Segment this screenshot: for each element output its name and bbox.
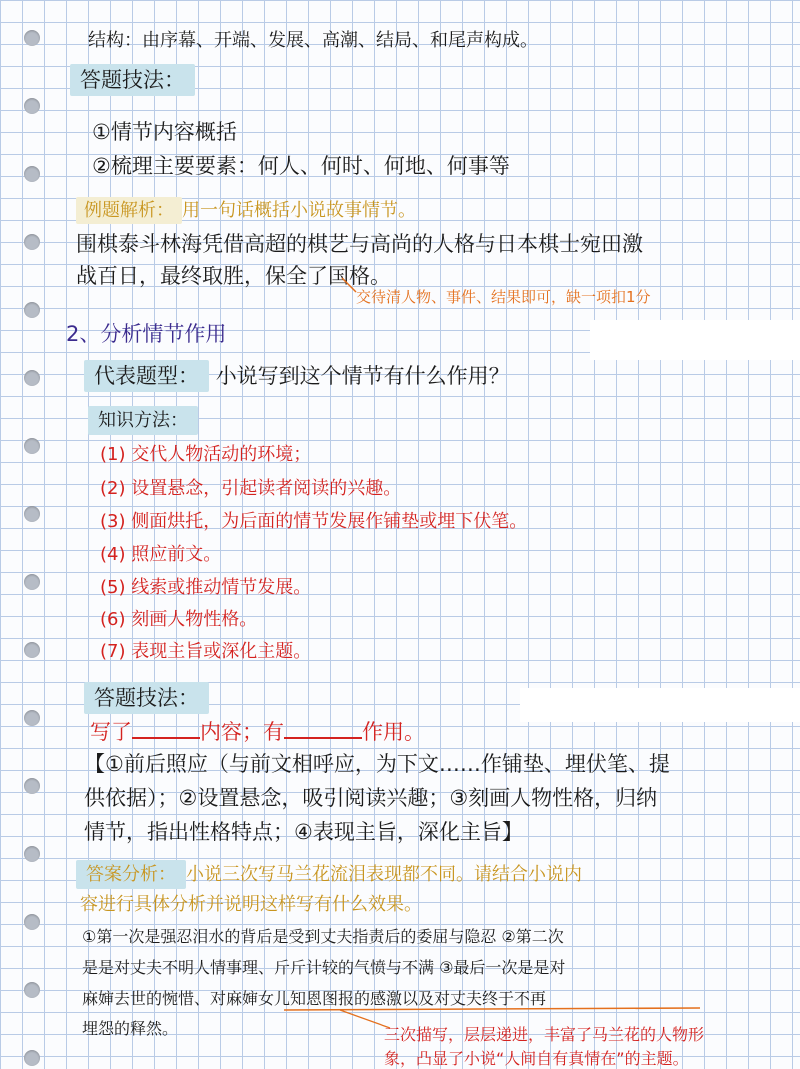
- example-label: 例题解析：: [76, 197, 182, 224]
- example-note: 交待清人物、事件、结果即可，缺一项扣1分: [356, 288, 651, 306]
- method-item-7: (7) 表现主旨或深化主题。: [100, 641, 312, 662]
- binder-hole: [24, 642, 40, 658]
- binder-hole: [24, 914, 40, 930]
- method-title: 知识方法：: [88, 406, 198, 435]
- type-row: [84, 360, 510, 390]
- binder-hole: [24, 506, 40, 522]
- fill-suffix: 作用。: [362, 720, 425, 744]
- binder-hole: [24, 846, 40, 862]
- method-item-6: (6) 刻画人物性格。: [100, 609, 258, 630]
- technique-item-1: ①情节内容概括: [92, 120, 237, 144]
- answer-line2: 是是对丈夫不明人情事理、斤斤计较的气愤与不满 ③最后一次是是对: [82, 958, 566, 977]
- analysis-question-line2: 容进行具体分析并说明这样写有什么效果。: [80, 894, 422, 915]
- technique-title-text: 答题技法：: [70, 64, 195, 96]
- method-item-5: (5) 线索或推动情节发展。: [100, 577, 312, 598]
- method-item-4: (4) 照应前文。: [100, 544, 222, 565]
- example-answer-line1: 围棋泰斗林海凭借高超的棋艺与高尚的人格与日本棋士宛田激: [76, 232, 643, 256]
- answer-note-line2: 象，凸显了小说“人间自有真情在”的主题。: [384, 1049, 689, 1068]
- paper-patch: [520, 688, 800, 722]
- type-label: 代表题型：: [84, 360, 209, 392]
- analysis-question-line1: 小说三次写马兰花流泪表现都不同。请结合小说内: [186, 864, 582, 885]
- technique-title-2-row: [84, 682, 209, 712]
- bracket-line2: 供依据）；②设置悬念，吸引阅读兴趣；③刻画人物性格，归纳: [84, 786, 658, 810]
- fill-middle: 内容；有: [200, 720, 284, 744]
- analysis-row: [76, 860, 582, 886]
- binder-hole: [24, 302, 40, 318]
- answer-line1: ①第一次是强忍泪水的背后是受到丈夫指责后的委屈与隐忍 ②第二次: [82, 927, 564, 946]
- binder-hole: [24, 1050, 40, 1066]
- binder-hole: [24, 982, 40, 998]
- bracket-line1: 【①前后照应（与前文相呼应，为下文……作铺垫、埋伏笔、提: [84, 752, 670, 776]
- example-answer-line2: 战百日，最终取胜，保全了国格。: [76, 264, 391, 288]
- binder-hole: [24, 370, 40, 386]
- binder-hole: [24, 30, 40, 46]
- fill-blank-2: [284, 719, 362, 739]
- method-item-3: (3) 侧面烘托，为后面的情节发展作铺垫或埋下伏笔。: [100, 511, 528, 532]
- binder-hole: [24, 574, 40, 590]
- fill-blank-1: [132, 719, 200, 739]
- fill-in-template: [90, 716, 425, 746]
- example-row: [76, 196, 416, 222]
- fill-prefix: 写了: [90, 720, 132, 744]
- binder-hole: [24, 166, 40, 182]
- paper-patch: [590, 320, 800, 360]
- example-question: 用一句话概括小说故事情节。: [182, 200, 416, 221]
- answer-line4: 埋怨的释然。: [82, 1019, 179, 1038]
- method-item-2: (2) 设置悬念，引起读者阅读的兴趣。: [100, 478, 402, 499]
- technique-item-2: ②梳理主要要素：何人、何时、何地、何事等: [92, 154, 510, 178]
- method-item-1: (1) 交代人物活动的环境；: [100, 444, 312, 465]
- bracket-line3: 情节，指出性格特点；④表现主旨，深化主旨】: [84, 820, 523, 844]
- binder-hole: [24, 438, 40, 454]
- binder-hole: [24, 778, 40, 794]
- technique-title-2: 答题技法：: [84, 682, 209, 714]
- technique-title-1: [70, 64, 195, 94]
- section2-heading: 2、分析情节作用: [66, 322, 227, 346]
- binder-hole: [24, 710, 40, 726]
- type-question: 小说写到这个情节有什么作用？: [215, 364, 510, 388]
- structure-line: 结构：由序幕、开端、发展、高潮、结局、和尾声构成。: [88, 30, 538, 51]
- answer-note-line1: 三次描写，层层递进，丰富了马兰花的人物形: [384, 1025, 705, 1044]
- binder-hole: [24, 234, 40, 250]
- binder-hole: [24, 98, 40, 114]
- answer-line3: 麻婶去世的惋惜、对麻婶女儿知恩图报的感激以及对丈夫终于不再: [82, 989, 547, 1008]
- method-title-row: [88, 406, 198, 432]
- analysis-label: 答案分析：: [76, 860, 186, 889]
